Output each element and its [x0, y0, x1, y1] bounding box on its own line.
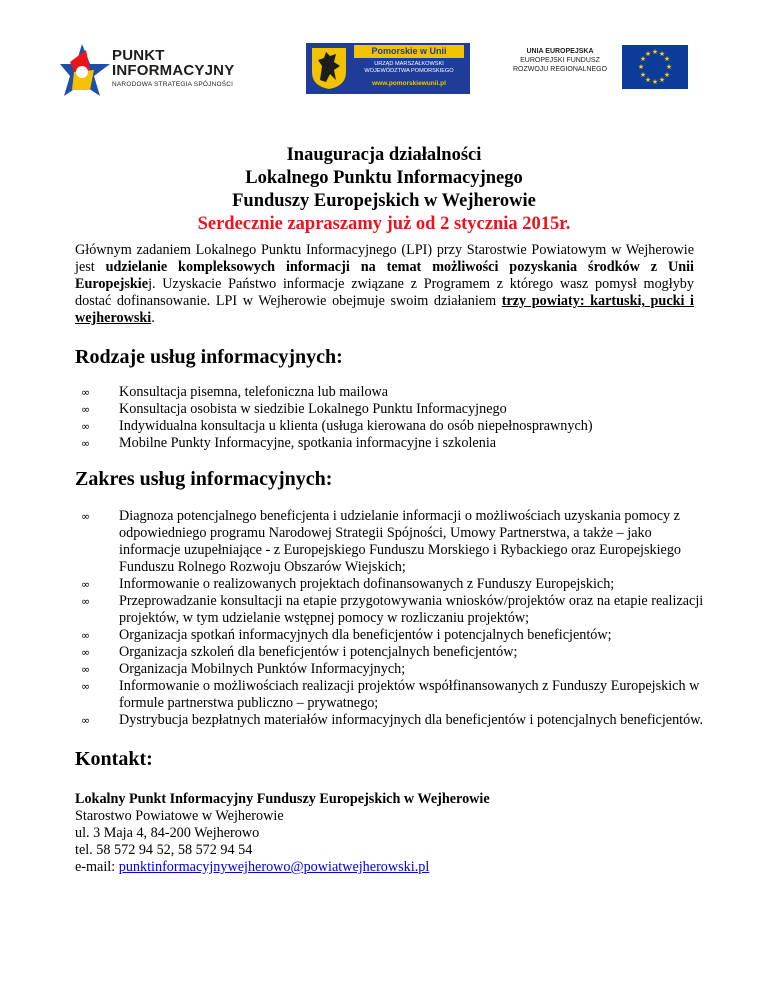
email-label: e-mail: — [75, 859, 119, 875]
list-item: ∞ Dystrybucja bezpłatnych materiałów informacyjnych dla beneficjentów i potencjalnych beneficjentów. — [81, 712, 704, 728]
eu-line1: UNIA EUROPEJSKA — [526, 48, 594, 55]
svg-text:★: ★ — [663, 71, 671, 79]
contact-org: Starostwo Powiatowe w Wejherowie — [75, 808, 284, 824]
punkt-logo-line2: INFORMACYJNY — [112, 62, 235, 79]
bullet-icon: ∞ — [81, 437, 91, 450]
list-item: ∞ Indywidualna konsultacja u klienta (usługa kierowana do osób niepełnosprawnych) — [81, 418, 593, 434]
list-item: ∞ Organizacja spotkań informacyjnych dla beneficjentów i potencjalnych beneficjentów; — [81, 627, 612, 643]
pomorskie-sub1: URZĄD MARSZAŁKOWSKI — [374, 61, 444, 67]
contact-name: Lokalny Punkt Informacyjny Funduszy Europejskich w Wejherowie — [75, 791, 490, 807]
pomorskie-subtitle — [354, 61, 464, 75]
services-scope-list — [75, 508, 715, 729]
list-item: ∞ Przeprowadzanie konsultacji na etapie przygotowywania wniosków/projektów oraz na etapie realizacji projektów, w tym udzielanie wstępnej pomocy w rozliczaniu projektów; — [81, 593, 704, 626]
svg-text:★: ★ — [665, 63, 673, 71]
contact-phone: tel. 58 572 94 52, 58 572 94 54 — [75, 842, 253, 858]
bullet-icon: ∞ — [81, 680, 91, 693]
contact-heading: Kontakt: — [75, 748, 153, 770]
title-line2: Lokalnego Punktu Informacyjnego — [245, 168, 523, 188]
svg-text:★: ★ — [651, 78, 659, 86]
bullet-icon: ∞ — [81, 595, 91, 608]
bullet-icon: ∞ — [81, 386, 91, 399]
title-line1: Inauguracja działalności — [286, 145, 482, 165]
punkt-logo-line3: NARODOWA STRATEGIA SPÓJNOŚCI — [112, 81, 234, 88]
svg-text:★: ★ — [658, 50, 666, 58]
pomorskie-sub2: WOJEWÓDZTWA POMORSKIEGO — [364, 68, 454, 74]
list-item: ∞ Diagnoza potencjalnego beneficjenta i udzielanie informacji o możliwościach uzyskania pomocy z odpowiedniego programu Narodowej Strategii Spójności, Umowy Partnerstwa, a także – jako informacje uzupełniające - z Europejskiego Funduszu Morskiego i Rybackiego oraz Europejskiego Funduszu Rolnego Rozwoju Obszarów Wiejskich; — [81, 508, 682, 575]
intro-text-3: . — [151, 310, 155, 326]
bullet-icon: ∞ — [81, 714, 91, 727]
pomorskie-title: Pomorskie w Unii — [354, 45, 464, 58]
intro-paragraph — [75, 242, 694, 327]
eu-flag-icon — [622, 45, 688, 89]
list-item: ∞ Organizacja Mobilnych Punktów Informacyjnych; — [81, 661, 406, 677]
svg-text:★: ★ — [637, 63, 645, 71]
intro-text-1: Głównym zadaniem Lokalnego Punktu Informacyjnego (LPI) przy Starostwie Powiatowym w Wejherowie jest — [75, 242, 694, 275]
pomorskie-logo — [306, 43, 470, 94]
bullet-icon: ∞ — [81, 663, 91, 676]
griffin-crest-icon — [310, 46, 348, 90]
email-link[interactable]: punktinformacyjnywejherowo@powiatwejherowski.pl — [118, 859, 430, 875]
services-types-heading: Rodzaje usług informacyjnych: — [75, 346, 343, 368]
event-title — [0, 144, 768, 236]
punkt-informacyjny-logo — [60, 40, 260, 102]
svg-text:★: ★ — [644, 50, 652, 58]
punkt-logo-line1: PUNKT — [112, 47, 165, 64]
list-item: ∞ Konsultacja pisemna, telefoniczna lub mailowa — [81, 384, 389, 400]
services-scope-heading: Zakres usług informacyjnych: — [75, 468, 333, 490]
bullet-icon: ∞ — [81, 629, 91, 642]
pomorskie-url: www.pomorskiewunii.pl — [372, 80, 446, 87]
nss-star-icon — [60, 42, 110, 98]
eu-line2: EUROPEJSKI FUNDUSZ — [520, 57, 600, 64]
eu-logo — [505, 43, 685, 91]
svg-text:★: ★ — [663, 55, 671, 63]
svg-text:★: ★ — [644, 76, 652, 84]
intro-text-2: j. Uzyskacie Państwo informacje związane z Programem z którego wasz pomysł mogłyby dostać dofinansowanie. LPI w Wejherowie obejmuje swoim działaniem — [75, 276, 694, 309]
title-line3: Funduszy Europejskich w Wejherowie — [232, 191, 536, 211]
list-item: ∞ Mobilne Punkty Informacyjne, spotkania informacyjne i szkolenia — [81, 435, 497, 451]
intro-counties: trzy powiaty: kartuski, pucki i wejherowski — [75, 293, 694, 326]
contact-address: ul. 3 Maja 4, 84-200 Wejherowo — [75, 825, 260, 841]
services-types-list — [75, 384, 715, 452]
bullet-icon: ∞ — [81, 578, 91, 591]
bullet-icon: ∞ — [81, 420, 91, 433]
list-item: ∞ Informowanie o możliwościach realizacji projektów współfinansowanych z Funduszy Europejskich w formule partnerstwa publiczno – prywatnego; — [81, 678, 700, 711]
intro-bold: udzielanie kompleksowych informacji na temat możliwości pozyskania środków z Unii Europejskie — [75, 259, 694, 292]
list-item: ∞ Informowanie o realizowanych projektach dofinansowanych z Funduszy Europejskich; — [81, 576, 615, 592]
list-item: ∞ Organizacja szkoleń dla beneficjentów i potencjalnych beneficjentów; — [81, 644, 518, 660]
bullet-icon: ∞ — [81, 403, 91, 416]
list-item: ∞ Konsultacja osobista w siedzibie Lokalnego Punktu Informacyjnego — [81, 401, 507, 417]
contact-email-row — [75, 859, 715, 876]
bullet-icon: ∞ — [81, 646, 91, 659]
invitation-line: Serdecznie zapraszamy już od 2 stycznia 2015r. — [197, 214, 571, 234]
contact-block — [75, 791, 715, 876]
svg-text:★: ★ — [658, 76, 666, 84]
bullet-icon: ∞ — [81, 510, 91, 523]
svg-text:★: ★ — [639, 71, 647, 79]
svg-text:★: ★ — [639, 55, 647, 63]
eu-line3: ROZWOJU REGIONALNEGO — [512, 66, 608, 73]
svg-text:★: ★ — [651, 48, 659, 56]
